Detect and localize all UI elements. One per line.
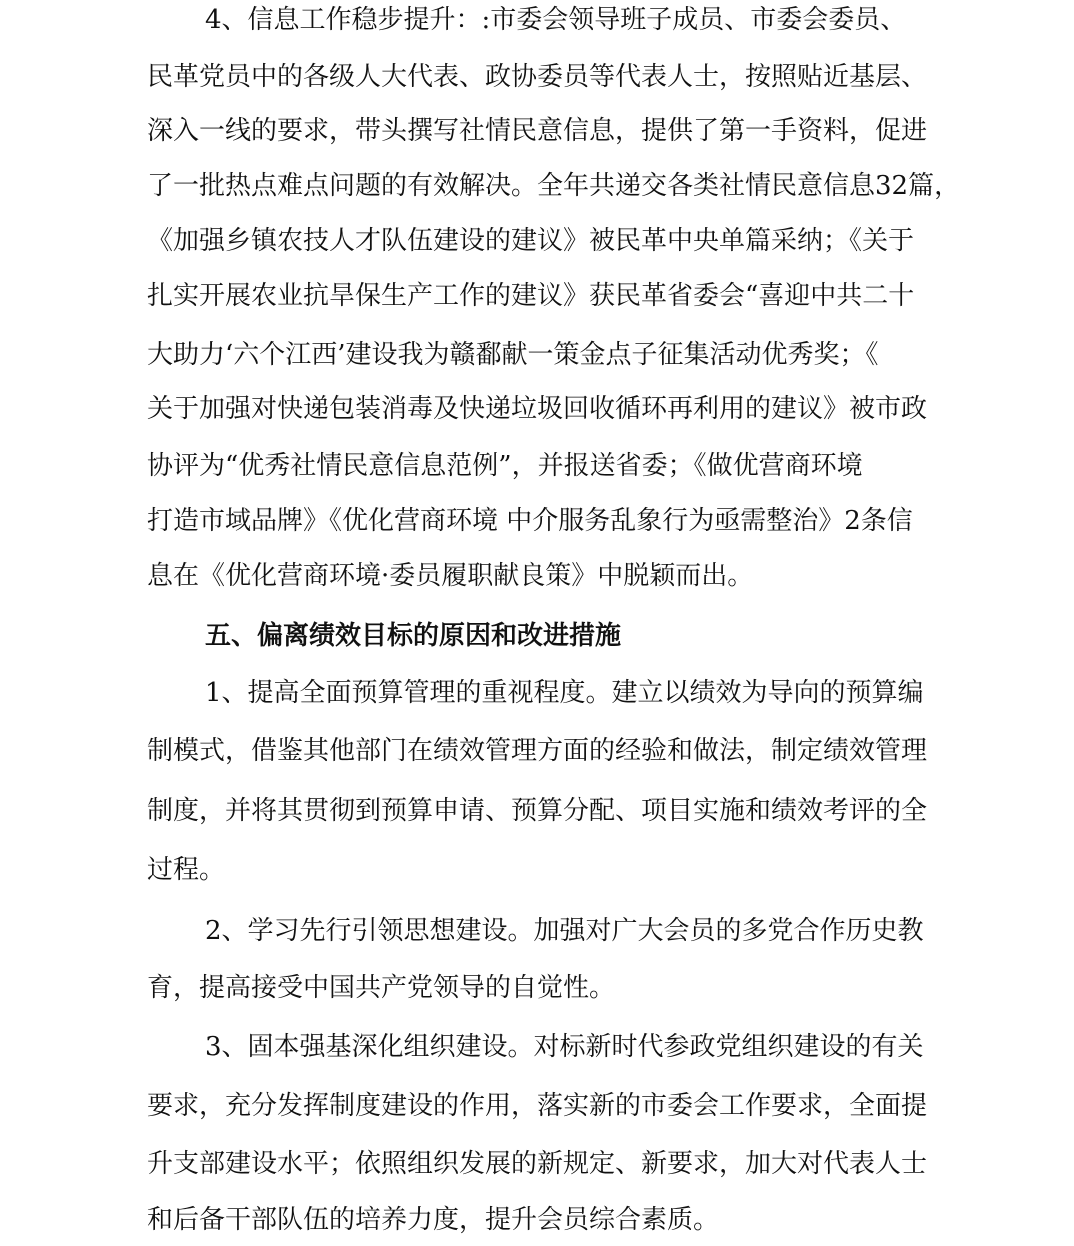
paragraph-line: 大助力‘六个江西’建设我为赣鄱献一策金点子征集活动优秀奖；《 <box>147 340 879 370</box>
paragraph-line: 打造市域品牌》《优化营商环境 中介服务乱象行为亟需整治》2条信 <box>147 506 913 536</box>
paragraph-line: 1、提高全面预算管理的重视程度。建立以绩效为导向的预算编 <box>205 678 924 708</box>
paragraph-line: 了一批热点难点问题的有效解决。全年共递交各类社情民意信息32篇， <box>147 171 961 201</box>
paragraph-line: 育，提高接受中国共产党领导的自觉性。 <box>147 973 616 1003</box>
paragraph-line: 《加强乡镇农技人才队伍建设的建议》被民革中央单篇采纳；《关于 <box>147 226 915 256</box>
paragraph-line: 关于加强对快递包装消毒及快递垃圾回收循环再利用的建议》被市政 <box>147 394 928 424</box>
paragraph-line: 和后备干部队伍的培养力度，提升会员综合素质。 <box>147 1205 720 1235</box>
section-heading: 五、偏离绩效目标的原因和改进措施 <box>205 621 622 651</box>
paragraph-line: 协评为“优秀社情民意信息范例”，并报送省委；《做优营商环境 <box>147 451 863 481</box>
paragraph-line: 深入一线的要求，带头撰写社情民意信息，提供了第一手资料，促进 <box>147 116 928 146</box>
paragraph-line: 要求，充分发挥制度建设的作用，落实新的市委会工作要求，全面提 <box>147 1091 928 1121</box>
paragraph-line: 升支部建设水平；依照组织发展的新规定、新要求，加大对代表人士 <box>147 1149 928 1179</box>
paragraph-line: 4、信息工作稳步提升：:市委会领导班子成员、市委会委员、 <box>205 5 907 35</box>
paragraph-line: 息在《优化营商环境·委员履职献良策》中脱颖而出。 <box>147 561 754 591</box>
paragraph-line: 扎实开展农业抗旱保生产工作的建议》获民革省委会“喜迎中共二十 <box>147 281 915 311</box>
paragraph-line: 3、固本强基深化组织建设。对标新时代参政党组织建设的有关 <box>205 1032 924 1062</box>
paragraph-line: 过程。 <box>147 855 226 885</box>
paragraph-line: 2、学习先行引领思想建设。加强对广大会员的多党合作历史教 <box>205 916 924 946</box>
paragraph-line: 制模式，借鉴其他部门在绩效管理方面的经验和做法，制定绩效管理 <box>147 736 928 766</box>
paragraph-line: 民革党员中的各级人大代表、政协委员等代表人士，按照贴近基层、 <box>147 62 928 92</box>
paragraph-line: 制度，并将其贯彻到预算申请、预算分配、项目实施和绩效考评的全 <box>147 796 928 826</box>
